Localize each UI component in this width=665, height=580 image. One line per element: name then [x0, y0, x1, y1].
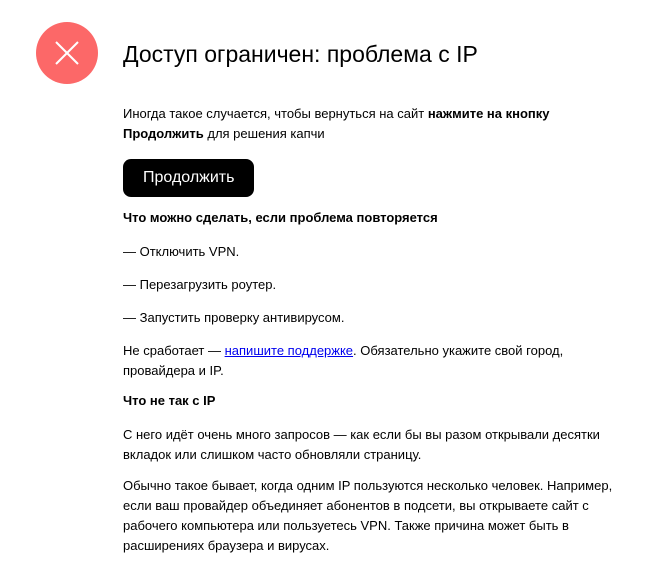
ip-causes-paragraph: Обычно такое бывает, когда одним IP пользуются несколько человек. Например, если ваш провайдер объединяет абонентов в подсети, вы открываете сайт с рабочего компьютера или пользуетесь VPN. Также причина может быть в расширениях браузера и вирусах. — [123, 478, 613, 553]
page-title: Доступ ограничен: проблема с IP — [123, 41, 478, 67]
close-x-icon-glyph — [36, 22, 98, 84]
solution-item-antivirus: — Запустить проверку антивирусом. — [123, 310, 345, 325]
support-text — [123, 341, 583, 381]
support-text-end: . Обязательно укажите свой город, провайдера и IP. — [123, 343, 564, 378]
solutions-heading: Что можно сделать, если проблема повторяется — [123, 210, 438, 225]
intro-text-bold: нажмите на кнопку Продолжить — [123, 106, 550, 141]
intro-text — [123, 104, 603, 144]
intro-text-end: для решения капчи — [203, 126, 325, 141]
continue-button[interactable]: Продолжить — [123, 159, 254, 197]
support-link[interactable]: напишите поддержке — [224, 343, 354, 358]
support-text-start: Не сработает — — [123, 343, 225, 358]
solution-item-router: — Перезагрузить роутер. — [123, 277, 277, 292]
solution-item-vpn: — Отключить VPN. — [123, 244, 240, 259]
ip-section-heading: Что не так с IP — [123, 393, 216, 408]
intro-text-start: Иногда такое случается, чтобы вернуться на сайт — [123, 106, 428, 121]
close-x-icon — [36, 22, 98, 84]
ip-explanation-paragraph: С него идёт очень много запросов — как если бы вы разом открывали десятки вкладок или слишком часто обновляли страницу. — [123, 427, 600, 462]
